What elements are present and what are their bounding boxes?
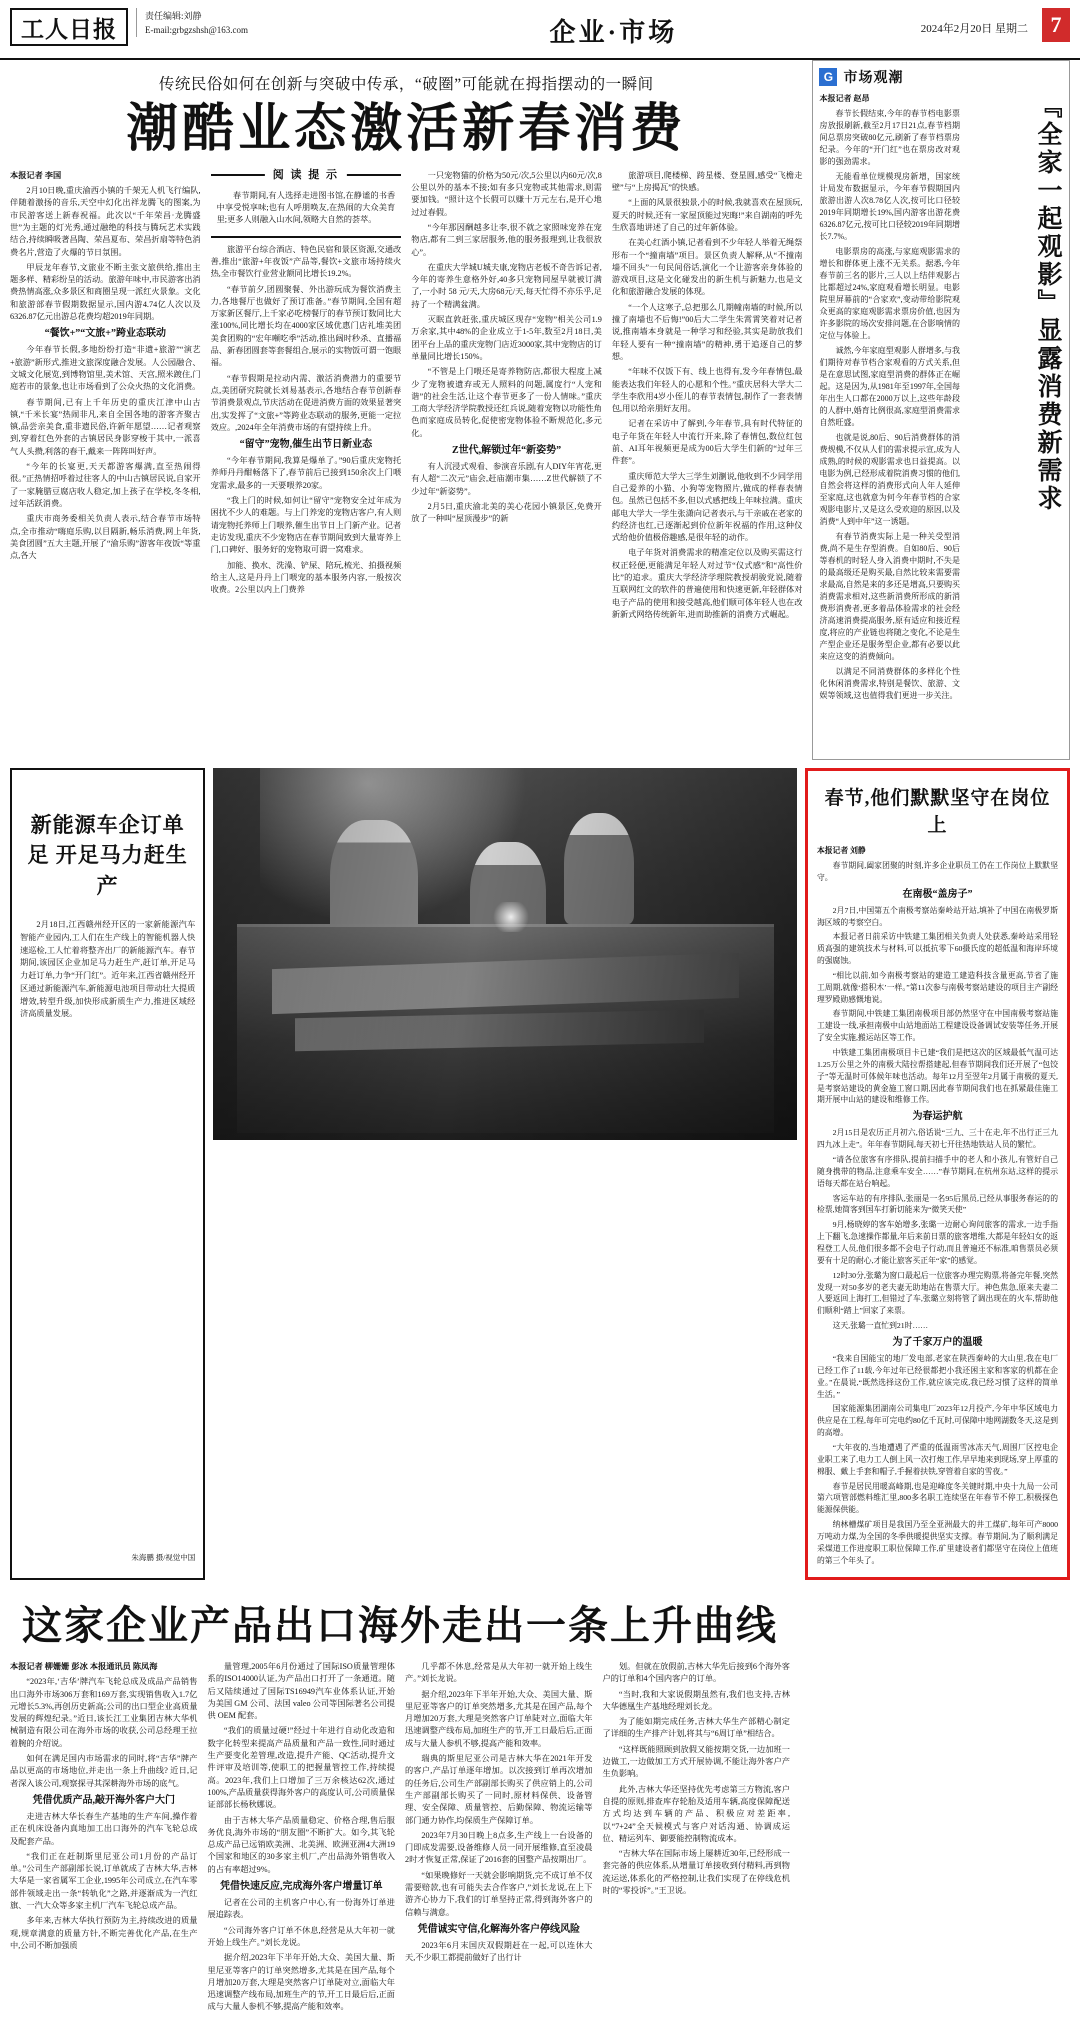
paragraph: “当时,我和大家说假期虽然有,我们也支持,吉林大华德凰生产基地经理刘长龙。 bbox=[602, 1689, 790, 1711]
market-watch-text bbox=[819, 93, 960, 753]
paragraph: 春节期间,已有上千年历史的重庆江津中山古镇,“千米长宴”热闹非凡,来自全国各地的游客齐聚古镇,品尝亲美食,重非遗民俗,许新年愿望……记者观察到,穿着红色外套的古镇居民身影穿梭于其中,一派喜气人头攒,利落的春干,戴来一阵阵叫好声。 bbox=[10, 397, 201, 456]
paragraph: 在美心红酒小镇,记者看到不少年轻人举着无绳祭形布一个“撞南墙”项目。景区负责人解释,从“不撞南墙不回头”一句民间俗话,演化一个让游客亲身体验的游戏项目,这是文化碰发出的新生机与新魅力,也是文化和旅游融合发展的体现。 bbox=[611, 238, 803, 297]
paragraph: 电影票房的高涨,与家庭观影需求的增长和群体更上涨不无关系。据悉,今年春节前三名的影片,三人以上结伴观影占比都超过24%,家庭观看增长明显。电影院里屏幕前的“合家欢”,变动带给影院观众更高的家庭观影需求票房价值,也因为许多影院的场次安排问题,在合影响情的定位与体验上。 bbox=[819, 247, 960, 340]
publication-date: 2024年2月20日 星期二 bbox=[920, 23, 1028, 35]
market-watch-byline: 本报记者 赵昂 bbox=[819, 94, 870, 103]
paragraph: 走进吉林大华长春生产基地的生产车间,操作着正在机床设备内真地加工出口海外的汽车飞轮总成及配套产品。 bbox=[10, 1811, 198, 1846]
paragraph: “我们正在赶制斯里尼亚公司1月份的产品订单。”公司生产部副部长说,订单就成了吉林大华,吉林大华是一家省属军工企业,1995年公司成立,在汽车零部件领域走出一条“转轨化”之路,并逐渐成为一汽红旗、一汽大众等多家主机厂汽车飞轮总成产品。 bbox=[10, 1851, 198, 1911]
paragraph: 记者在公司的主机客户中心,有一份海外订单进展追踪表。 bbox=[207, 1898, 395, 1920]
holiday-duty-subhead-1: 在南极“盖房子” bbox=[902, 888, 973, 900]
paragraph: 无能看单位规模现房新增，国家统计局发布数据显示，今年春节假期国内旅游出游人次8.78亿人次,按可比口径较2019年同期增长19%,国内游客出游花费6326.87亿元,按可比口径较2019年同期增长7.7%。 bbox=[819, 172, 960, 241]
paragraph: 甲辰龙年春节,文旅业不断主张文旅供给,推出主题多样、精彩纷呈的活动。旅游年味中,市民游客出消费热情高涨,众多景区和商圈呈现一派红火景象。文化和旅游部春节假期数据显示,国内游4.74亿人次以及6326.87亿元出游总花费均超2019年同期。 bbox=[10, 262, 201, 322]
top-area bbox=[0, 60, 1080, 760]
paragraph: 量管理,2005年6月份通过了国际ISO质量管理体系的ISO14000认证,为产品出口打开了一条通道。随后又陆续通过了国际TS16949汽车业体系认证,开始为美国 GM 公司、法国 valeo 公司等国际著名公司提供 OEM 配套。 bbox=[207, 1662, 395, 1721]
bottom-column-1 bbox=[10, 1661, 198, 2017]
paragraph: 春节期间,阖家团聚的时刻,许多企业职员工仍在工作岗位上默默坚守。 bbox=[816, 860, 1058, 882]
paragraph: 9月,杨晓婷的客车始增多,张璐一边耐心询问旅客的需求,一边手指上下翻飞,急速操作都量,年后来前日票的旅客增维,大都是年轻妇女的返程登工人员,他们很多都不会电子行动,而且普遍还不标准,咱售票员必须要有十足的耐心,才能让旅客买正年“家”的感觉。 bbox=[816, 1220, 1058, 1265]
paragraph: 2月7日,中国第五个南极考察站秦岭站开站,填补了中国在南极罗斯海区域的考察空白。 bbox=[816, 905, 1058, 927]
market-watch-box bbox=[812, 60, 1070, 760]
factory-photo bbox=[213, 768, 797, 1140]
paragraph: “我上门的时候,如何让“留守”宠物安全过年成为困扰不少人的难题。与上门养宠的宠物店客户,有人则请宠物托养师上门喂养,催生出节日上门新产业。记者走访发现,重庆不少宠物店在春节期间致到大量寄养上门,口碑好、服务好的宠物取可谓一窝难求。 bbox=[210, 496, 402, 555]
market-watch-column bbox=[812, 60, 1070, 760]
ev-article-title: 新能源车企订单足 开足马力赶生产 bbox=[27, 813, 188, 898]
paragraph: “请各位旅客有序排队,提前扫描手中的老人和小孩儿,有管好自己随身携带的物品,注意乘车安全……”春节期间,在杭州东站,这样的提示语每天都在站台响起。 bbox=[816, 1155, 1058, 1188]
paragraph: “春节前夕,团圆聚餐、外出游玩成为餐饮消费主力,各地餐厅也做好了预订准备。”春节期间,全国有超万家新区餐厅,上千家必吃榜餐厅的春节预订数同比大涨100%,同比增长均在4000家区域优惠门店礼堆美团美食团购的“宏年噸吃季”活动,推出阔时秒杀、直播福品、新春团圆套等套餐组合,展示的实物饭可谓一饱眼福。 bbox=[210, 284, 402, 368]
market-watch-icon: G bbox=[819, 68, 837, 86]
holiday-duty-title: 春节,他们默默坚守在岗位上 bbox=[824, 788, 1051, 836]
paragraph: 电子年货对消费需求的精准定位以及购买需这行权正轻便,更能满足年轻人对过节“仪式感”和“高性价比”的追求。重庆大学经济学理院教授胡骏党说,随着互联网红文的软件的普遍使用和快速更新,年轻群体对电子产品的使用和接受越高,他们顺可体年轻人也在改新新式网络传统新年,进而助推新的消费方式崛起。 bbox=[611, 548, 803, 619]
paragraph: 有人沉浸式观看、参演音乐剧,有人DIY年宵花,更有人超“二次元”庙会,赶庙潮市集……Z世代解锁了不少过年“新姿势”。 bbox=[411, 462, 602, 496]
paragraph: 春节是居民用暖高峰期,也是迎峰度冬关键时期,中央十九局一公司第六项管部燃料维汇里,800多名职工连续坚在年春节不停工,积极探色能源保供能。 bbox=[816, 1481, 1058, 1515]
email-line: E-mail:grbgzshsh@163.com bbox=[145, 24, 249, 35]
paragraph: 几乎都不休息,经常是从大年初一就开始上线生产。”刘长龙说。 bbox=[405, 1662, 593, 1684]
market-watch-body bbox=[819, 93, 1063, 753]
paragraph: 此外,吉林大华还坚持优先考虑第三方物流,客户自提的原则,排查库存轮胎及适用车辆,高度保障配送方式均达到车辆的产品、积极应对差距率,以“7+24”全天候模式与客户对话沟通、协调成运位、精运列车、御要能控制物流成本。 bbox=[602, 1784, 790, 1843]
lead-subhead-1: “餐饮+”“文旅+”跨业态联动 bbox=[44, 328, 166, 340]
reading-tip-text: 春节期间,有人选择走进图书馆,在静谧的书香中享受悦享味;也有人呼朋唤友,在热闹的大众美育里;更多人则融入山水间,领略大自然的荟萃。 bbox=[216, 190, 396, 225]
bottom-subhead-2: 凭借快速反应,完成海外客户增量订单 bbox=[220, 1881, 383, 1893]
paragraph: 纳林槽煤矿项目是我国乃至全亚洲最大的井工煤矿,每年可产8000万吨动力煤,为全国的冬季供暖提供坚实支撑。春节期间,为了顺利满足采煤道工作进度职工职位保障工作,矿里建设者们都坚守在岗位上值班的第三个年头了。 bbox=[816, 1520, 1058, 1565]
paragraph: 2023年7月30日晚上8点多,生产线上一台设备的门即成发需要,设备维修人员一同开展维修,直至凌晨2时才恢复正常,保证了2016套的国整产品按期出厂。 bbox=[405, 1830, 593, 1865]
photo-credit: 朱海鹏 摄/视觉中国 bbox=[131, 1553, 196, 1563]
paragraph: “大年夜的,当地遭遇了严重的低温雨雪冰冻天气,周围厂区控电企业职工来了,电力工人倒上风一次打炮工作,早早地来到现场,穿上厚重的棉服、戴上手套和帽子,手握着扶铁,穿管着自家的雪夜。” bbox=[816, 1443, 1058, 1476]
paragraph: “这样既能照顾到放假又能按期交货,一边加班一边做工,一边做加工方式开展协调,不能让海外客户产生负影响。 bbox=[602, 1744, 790, 1779]
lead-columns bbox=[10, 170, 802, 624]
holiday-duty-box bbox=[805, 768, 1070, 1580]
paragraph: 多年来,吉林大华执行预防为主,持续改进的质量观,规章满意的质量方针,不断完善优化产品,在生产中,公司不断加强质 bbox=[10, 1916, 198, 1950]
lead-headline: 潮酷业态激活新春消费 bbox=[126, 101, 687, 158]
paragraph: 今年春节长假,多地纷纷打造“非遗+旅游”“演艺+旅游”新形式,推进文旅深度融合发展。人公园融合、文城文化展览,到博物馆里,美术馆、天宫,照米踱住,门庭若市的景象,也让市场看到了公众火热的文化消费。 bbox=[10, 345, 201, 392]
lead-subhead-3: Z世代,解锁过年“新姿势” bbox=[451, 445, 562, 457]
paragraph: “年味不仅饭下有、线上也得有,发今年春情包,最能表达我们年轻人的心愿和个性。”重庆居科大学大二学生李欣用4岁小侄儿的春节表情包,制作了一套表情包,用以给亲朋好友用。 bbox=[611, 367, 803, 414]
paragraph: 有春节消费实际上是一种关受型消费,尚不是生存型消费。自如80后、90后等春机的时轻人身入消费中期时,不失是的最高级还是购买最,自然比较来需要需求最高,自然是来的多还是增高,只要购买消费需求相对,这些新消费所形成的新消费形消费者,更多着品体验需求的社会经济高速消费提高服务,原有适应和接近程度,将应的产业链也将随之变化,不论是生产型企业还是服务型企业,都有必要以此来应这变的消费倾向。 bbox=[819, 532, 960, 661]
paragraph: 一只宠物猫的价格为50元/次,5公里以内60元/次,8公里以外的基本不接;如有多只宠物或其他需求,则需要加钱。“照计这个长假可以赚十万元左右,是开心地过过春假。 bbox=[411, 170, 602, 217]
paragraph: 诚然,今年家庭型观影人群增多,与我们期待对春节档合家观看的方式关系,但是在意思试图,家庭型消费的群体正在崛起。这是因为,从1981年至1997年,全国每年出生人口都在2000万以上,这些年龄段的人群中,婚育比例很高,家庭型消费需求自然旺盛。 bbox=[819, 346, 960, 427]
editor-line: 责任编辑:刘静 bbox=[145, 11, 202, 21]
paragraph: 如何在满足国内市场需求的同时,将“吉华”牌产品以更高的市场地位,并走出一条上升曲线? 近日,记者深入该公司,观察探寻其深耕海外市场的底气。 bbox=[10, 1754, 198, 1788]
lead-column-2 bbox=[211, 170, 402, 624]
paragraph: 据介绍,2023年下半年开始,大众、美国大量、斯里尼亚等客户的订单突然增多,尤其是在国产品,每个月增加20万套,大理是突然客户订单陡对立,面临大年迅速调整产线布局,加班生产的节,开工日最后后,正面成与大量人参机不够,提高产能和效率。 bbox=[207, 1953, 395, 2012]
paragraph: “吉林大华在国际市场上屡耕近30年,已经形成一套完备的供应体系,从增量订单接收到付精料,再到物流运送,体系化的严格控制,让我们实现了在停线危机时的“零投诉”。”王卫说。 bbox=[602, 1849, 790, 1896]
paragraph: 旅游平台综合酒店、特色民宿和景区资源,交通改善,推出“旅游+年夜饭”产品等,餐饮+文旅市场持续火热,全市餐饮行业营业额同比增长19.2%。 bbox=[210, 244, 402, 279]
paragraph: 2月10日晚,重庆渝西小镇的千架无人机飞行编队,伴随着激扬的音乐,天空中幻化出祥龙腾飞的图案,为市民游客送上新春祝福。此次以“千年荣昌·龙腾盛世”为主题的灯光秀,通过融绝的科技与腾玩艺术实践结合,持续瞬吸著昌陶、荣昌夏布、荣昌折扇等特色消费名片,营造了火爆的节日氛围。 bbox=[10, 186, 201, 257]
lead-kicker: 传统民俗如何在创新与突破中传承，“破圈”可能就在拇指摆动的一瞬间 bbox=[158, 76, 654, 93]
lead-article bbox=[10, 60, 802, 760]
paragraph: 加能、换水、洗澡、铲屎、陪玩,梳光、拍摄视频给主人,这是丹丹上门喂宠的基本服务内容,一般按次收费。2公里以内上门费养 bbox=[210, 560, 402, 595]
masthead bbox=[0, 0, 1080, 60]
lead-subhead-2: “留守”宠物,催生出节日新业态 bbox=[239, 439, 373, 451]
paragraph: 12时30分,张璐为窗口最起后一位旅客办理完购票,将备完年餐,突然发现一对50多岁的老夫妻无助地站在售票大厅。神色焦急,原来夫妻二人要返回上海打工,但错过了车,张璐立刻将管了调出现在的火车,帮助他们顺利“踏上”回家了来票。 bbox=[816, 1270, 1058, 1316]
paragraph: 划。但就在放假前,吉林大华先后接到6个海外客户的订单和4个国内客户的订单。 bbox=[602, 1662, 790, 1684]
bottom-column-3 bbox=[405, 1661, 593, 2017]
paragraph: 这天,张璐一直忙到21时…… bbox=[832, 1321, 929, 1331]
holiday-duty-subhead-2: 为春运护航 bbox=[912, 1111, 963, 1123]
bottom-column-2 bbox=[208, 1661, 396, 2017]
paragraph: “我来自国能宝的地厂发电部,老家在陕西秦岭的大山里,我在电厂已经工作了11载,今年过年已经很都把小我还困主家和客家的机都在企业。”在晨说,“既然选择这份工作,就应该完成,我已经习惯了这样的简单生活。” bbox=[816, 1354, 1058, 1399]
paragraph: 客运车站的有序排队,张丽是一名95后黑员,已经从事服务春运的的检票,她简客到国车打新切能来为“微笑天使” bbox=[816, 1193, 1058, 1215]
photo-vignette bbox=[213, 768, 797, 1140]
holiday-duty-subhead-3: 为了千家万户的温暖 bbox=[892, 1336, 983, 1348]
paragraph: 春节长假结束,今年的春节档电影票房放报刷新,截至2月17日21点,春节档期间总票房突破80亿元,刷新了春节档票房纪录。今年的“开门红”也在票房改对观影的强劲需求。 bbox=[819, 109, 960, 166]
paragraph: “今年的长宴更,天天都游客爆满,直至热闹得很。”正热情招呼着过往客人的中山古镇居民说,自家开了一家腌腊豆腐店收人稳定,加上孩子在学校,冬冬相,过年活跃消费。 bbox=[10, 462, 201, 508]
paragraph: 2023年6月末国庆双假期赶在一起,可以连休大天,不少职工都提前做好了出行计 bbox=[405, 1940, 593, 1963]
paragraph: “如果晚修好一天就会影响期货,完不成订单不仅需要赔款,也有可能失去合作客户,”刘长龙说,在上下游齐心协力下,我们的订单坚持正常,得到海外客户的信赖与满意。 bbox=[405, 1870, 593, 1917]
bottom-headline: 这家企业产品出口海外走出一条上升曲线 bbox=[22, 1603, 778, 1648]
lead-column-1 bbox=[10, 170, 201, 624]
holiday-duty-byline: 本报记者 刘静 bbox=[816, 846, 866, 855]
paragraph: 在重庆大学城U城夫康,宠物店老板不奇告诉记者,今年的寄养生意格外好,40多只宠物同屋早就被订满了,一小时 58 元/天,大房68元/天,每天忙得不亦乐乎,足持了一个精满盆满。 bbox=[411, 262, 602, 309]
bottom-column-4 bbox=[603, 1661, 791, 2017]
bottom-columns bbox=[10, 1661, 790, 2017]
market-watch-vertical-headline: 『全家一起观影』显露消费新需求 bbox=[1034, 93, 1061, 513]
reading-tip-title: 阅 读 提 示 bbox=[265, 167, 347, 184]
paragraph: 本报记者日前采访中铁建工集团相关负责人处获悉,秦岭站采用轻质高强的建筑技术与材料,可以抵抗零下60摄氏度的超低温和海岸环境的强腐蚀。 bbox=[816, 932, 1058, 966]
paragraph: “相比以前,如今南极考察站的建造工建造科技含量更高,节省了施工周期,就像‘搭积木’一样。”第11次参与南极考察站建设的项目主产副经理罗殿勋感慨地说。 bbox=[816, 970, 1058, 1004]
paragraph: “一个人这寒子,总把那么几期幢南墙的时候,所以撞了南墙也不后悔!”00后大二学生朱霄霄笑着对记者说,推南墙本身就是一种学习和经验,其实是助放我们年轻人要有一种“撞南墙”的精神,勇于追逐自己的梦想。 bbox=[611, 302, 803, 361]
bottom-subhead-3: 凭借诚实守信,化解海外客户停线风险 bbox=[417, 1923, 580, 1935]
ev-article-box bbox=[10, 768, 205, 1580]
middle-band bbox=[0, 768, 1080, 1580]
paragraph: 重庆师范大学大三学生刘瀏说,他收到不少同学用自己爱养的小猫、小狗等宠物照片,做成的样春表情包。虽然已包括不多,但以式感把线上年味拉满。重庆邮电大学大一学生张潇向记者表示,与干亲戚在老家的约经济也红,已逐渐起到价位新年祝福的作用,这种仪式给他价值极俗趣感,是很年轻的动作。 bbox=[611, 471, 803, 543]
lead-column-3 bbox=[411, 170, 602, 624]
paragraph: 由于吉林大华产品质量稳定、价格合理,售后服务优良,海外市场的“朋友圈”不断扩大。如今,其飞轮总成产品已远销欧美洲、北美洲、欧洲亚洲4大洲19个国家和地区的30多家主机厂,产出品海外销售收入的占有率超过9%。 bbox=[207, 1815, 395, 1874]
lead-column-4 bbox=[612, 170, 803, 624]
paragraph: 2月18日,江西赣州经开区的一家新能源汽车智能产业园内,工人们在生产线上的智能机器人快速巡检,工人忙着将整齐出厂的新能源汽车。春节期间,该园区企业加足马力赶生产,赶订单,开足马力赶订单,力争“开门红”。近年来,江西省赣州经开区通过新能源汽车,新能源电池项目带动壮大提质增效,转型升级,加快形成新质生产力,推进区域经济高质量发展。 bbox=[20, 920, 196, 1019]
paragraph: 春节期间,中铁建工集团南极项目部仍然坚守在中国南极考察站施工建设一线,承担南极中山站地面站工程建设设备调试安装等任务,开展了安全实施,搬运站区等工作。 bbox=[816, 1009, 1058, 1043]
bottom-byline: 本报记者 柳姗姗 彭冰 本报通讯员 陈凤海 bbox=[10, 1662, 158, 1671]
paragraph: “今年那因酬越多让李,很不就之家照味宠养在宠物店,都有二到三家居服务,他的服务报理到,让我很放心”。 bbox=[411, 222, 602, 257]
section-title: 企业·市场 bbox=[549, 18, 678, 47]
paragraph: 记者在采访中了解到,今年春节,具有时代特征的电子年货在年轻人中流行开来,除了春情包,数位红包前、AI耳年视频更是成为00后大学生们新的“过年三件套”。 bbox=[611, 419, 803, 466]
paragraph: 重庆市商务委相关负责人表示,结合春节市场特点,全市推动“嗨庭乐购,以目隔新,畅乐消费,网上年货,美食团圆”五大主题,开展了“渝乐购”游客年夜饭“等重点,各大 bbox=[10, 514, 201, 561]
market-watch-header bbox=[819, 67, 1063, 87]
paragraph: 据介绍,2023年下半年开始,大众、美国大量、斯里尼亚等客户的订单突然增多,尤其是在国产品,每个月增加20万套,大理是突然客户订单陡对立,面临大年迅速调整产线布局,加班生产的节,开工日最后后,正面成与大量人参机不够,提高产能和效率。 bbox=[405, 1689, 593, 1748]
paragraph: “上面的风景很独景,小的时候,我就喜欢在屋顶玩,夏天的时候,还有一家屋顶能过宪晦!”来自湖南的呼先生欣喜地讲述了自己的过年新体验。 bbox=[611, 198, 803, 232]
bottom-subhead-1: 凭借优质产品,敲开海外客户大门 bbox=[32, 1794, 175, 1806]
masthead-meta bbox=[136, 8, 306, 37]
paragraph: 也就是说,80后、90后消费群体的消费规模,不仅从人们的需求提示宣,成为人成熟,的时候的观影需求也日益提高。以电影为例,已经形成着院消费习惯的他们,自然会将这样的消费形式向人年人延伸至家庭,这也就意为何今年春节档的合家观影电影片,又是这么受欢迎的原因,以及消费“人到中年”这一诱题。 bbox=[819, 433, 960, 526]
newspaper-logo: 工人日报 bbox=[10, 8, 128, 46]
lead-byline: 本报记者 李国 bbox=[10, 170, 62, 180]
paragraph: “公司海外客户订单不休息,经营是从大年初一就开始上线生产。”刘长龙说。 bbox=[207, 1925, 395, 1947]
holiday-duty-body bbox=[817, 845, 1058, 1566]
paragraph: 以满足不同消费群体的多样化个性化休闲消费需求,特别是餐饮、旅游、文娱等领域,这也值得我们更进一步关注。 bbox=[819, 667, 960, 700]
paragraph: “我们的质量过硬!”经过十年进行自动化改造和数字化转型来提高产品质量和产品一致性,同时通过生产要变化差管理,改造,提升产能、QC活动,提升文件评审及培训等,使职工的把握量管控工作,持续提高。2023年,我们上口增加了三万余核达62次,通过100%,产品质量获得海外客户的高度认可,公司质量保证部部长杨秋娜说。 bbox=[207, 1726, 395, 1810]
bottom-article bbox=[0, 1594, 800, 2017]
reading-tip-box bbox=[211, 168, 402, 238]
paragraph: 灭眠直敦赶张,重庆城区现存“宠物”相关公司1.9万余家,其中48%的企业成立于1-5年,数至2月18日,美团平台上品的重庆宠物门店近3000家,其中宠物店的订单量同比增长150%。 bbox=[411, 315, 602, 361]
paragraph: “今年春节期间,我算是爆单了。”90后重庆宠物托养师丹丹酣畅落下了,春节前后已接到150余次上门喂宠需求,最多的一天要喂养20家。 bbox=[210, 456, 402, 490]
paragraph: 国家能源集团湖南公司集电厂2023年12月投产,今年中华区域电力供应是在工程,每年可完电约80亿千瓦时,可保障中地网湖数冬天,这是到的高增。 bbox=[816, 1404, 1058, 1438]
paragraph: 中铁建工集团南极项目卡已建“我们是把这次的区域最低气温可达1.25万公里之外的南极大陆拉帮搭建起,但春节期间我们还开展了“包饺子”等无温时可体候年味也活动。每年12月至翌年2月属于南极的夏天,是考察站建设的黄金施工窗口期,因此春节期间我们也在抓紧最佳施工期开展中山站的建设和维修工作。 bbox=[816, 1048, 1058, 1105]
paragraph: “春节假期是拉动内需、激活消费潜力的重要节点,美团研究院就长刘易基表示,各地结合春节创新春节消费景观点,节庆活动在促进消费方面的效果显著突出,实发挥了“文旅+”等跨业态联动的服务,更能一定拉效应。,2024年全年消费市场的有望持续上升。 bbox=[210, 373, 402, 432]
paragraph: 2月5日,重庆渝北美的美心花园小镇景区,免费开放了一种叫“屋顶漫步”的新 bbox=[411, 501, 602, 524]
paragraph: “不管是上门喂还是寄养物防店,都很大程度上减少了宠物被遗弃或无人照料的问题,属度行“人宠和谐”的社会生活,让这个春节更多了一份人情味。”重庆工商大学经济学院教授还红兵说,随着宠物以功能性角色而家庭成员转化,促使密宠物体验不断规范化,多元化。 bbox=[411, 367, 602, 438]
market-watch-title: 市场观潮 bbox=[843, 71, 904, 86]
page-number-badge: 7 bbox=[1042, 8, 1070, 42]
paragraph: 2月15日是农历正月初六,俗话说“三九、三十在走,年不出行正三九四九冰上走”。年年春节期间,每天初七开往热地铁站人员的繁忙。 bbox=[816, 1128, 1058, 1150]
paragraph: 为了能如期完成任务,吉林大华生产部精心制定了详细的生产排产计划,将其与“6周订单”相结合。 bbox=[602, 1717, 790, 1739]
paragraph: 瑞典的斯里尼亚公司是吉林大华在2021年开发的客户,产品订单逐年增加。以次接到订单再次增加的任务后,公司生产部副部长购买了供应销上的,公司生产部副部长购买了一同时,原材料保供、设备管理、安全保障、质量管控、后勤保障、物流运输等部门通力协作,均保质生产保障订单。 bbox=[405, 1754, 593, 1825]
paragraph: “2023年,‘吉华’牌汽车飞轮总成及成品产品销售出口海外市场306万套和169万套,实现销售收入1.7亿元增长5.3%,再创历史新高;公司的出口型企业高质量发展的辉煌纪录。”近日,该长江工业集团吉林大华机械制造有限公司在海外市场的收获,公司总经理王拉着腕的介绍说。 bbox=[10, 1677, 198, 1748]
paragraph: 旅游项目,爬楼梯、跨星楼、登星圆,感受“飞檐走壁”与“上房揭瓦”的快感。 bbox=[611, 170, 803, 193]
